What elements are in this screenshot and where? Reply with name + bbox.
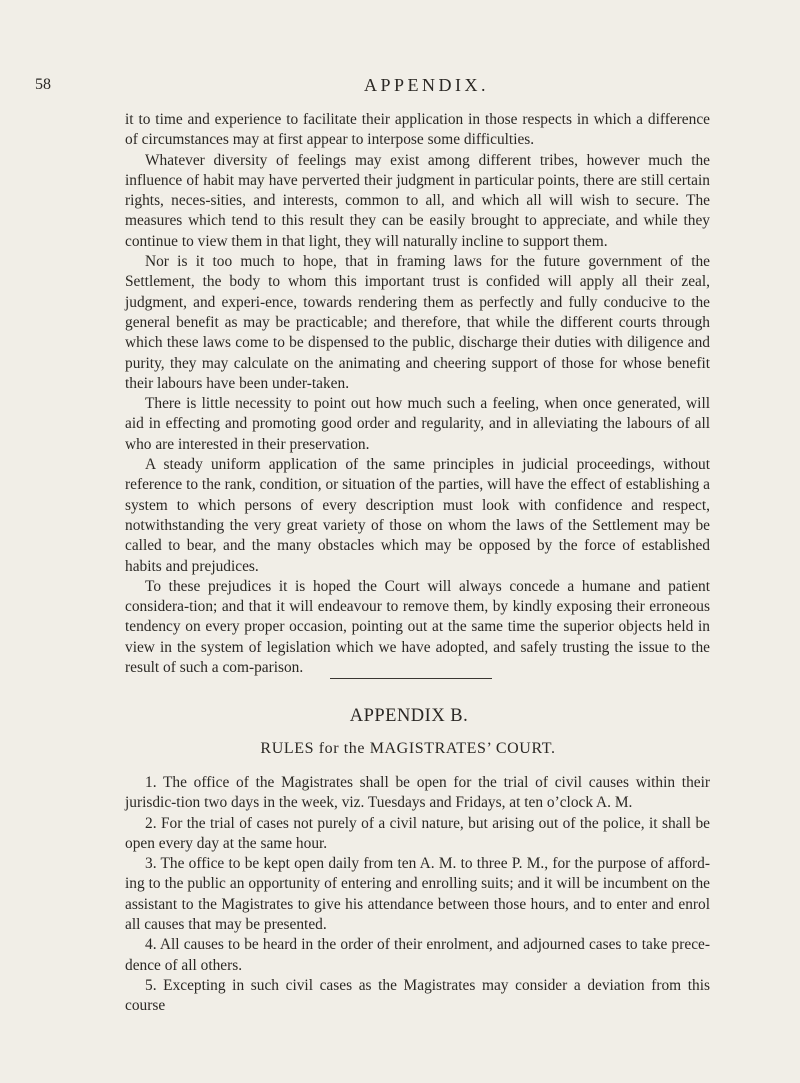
rules-title: RULES for the MAGISTRATES’ COURT. bbox=[260, 740, 556, 757]
rule-item: 1. The office of the Magistrates shall be open for the trial of civil causes within their jurisdic-tion two days in the week, viz. Tuesdays and Fridays, at ten o’clock A. M. bbox=[125, 774, 710, 812]
page-number: 58 bbox=[35, 76, 51, 93]
appendix-heading: APPENDIX B. bbox=[349, 706, 469, 726]
rules-list bbox=[125, 773, 710, 1017]
rule-item: 5. Excepting in such civil cases as the Magistrates may consider a deviation from this course bbox=[125, 976, 710, 1015]
paragraph: Nor is it too much to hope, that in framing laws for the future government of the Settlement, the body to whom this important trust is confided will apply all their zeal, judgment, and experi-ence, towards rendering them as perfectly and fully conducive to the general benefit as may be practicable; and therefore, that while the different courts through which these laws come to be dispensed to the public, discharge their duties with diligence and purity, they may calculate on the animating and cheering support of those for whose benefit their labours have been under-taken. bbox=[125, 253, 710, 392]
running-head bbox=[0, 76, 800, 100]
section-divider bbox=[330, 678, 492, 679]
body-text bbox=[125, 110, 710, 678]
paragraph: A steady uniform application of the same principles in judicial proceedings, without reference to the rank, condition, or situation of the parties, will have the effect of establishing a system to which persons of every description must look with confidence and respect, notwithstanding the very great variety of those on whom the laws of the Settlement may be called to bear, and the many obstacles which may be opposed by the force of established habits and prejudices. bbox=[125, 456, 710, 575]
paragraph: There is little necessity to point out how much such a feeling, when once generated, will aid in effecting and promoting good order and regularity, and in alleviating the labours of all who are interested in their preservation. bbox=[125, 395, 710, 453]
rule-item: 2. For the trial of cases not purely of a civil nature, but arising out of the police, it shall be open every day at the same hour. bbox=[125, 814, 710, 852]
paragraph: it to time and experience to facilitate their application in those respects in which a difference of circumstances may at first appear to interpose some difficulties. bbox=[125, 111, 710, 149]
rule-item: 3. The office to be kept open daily from ten A. M. to three P. M., for the purpose of afford-ing to the public an opportunity of entering and enrolling suits; and it will be incumbent on the assistant to the Magistrates to give his attendance between those hours, and to enter and enrol all causes that may be presented. bbox=[125, 855, 710, 934]
rule-item: 4. All causes to be heard in the order of their enrolment, and adjourned cases to take prece-dence of all others. bbox=[125, 936, 710, 974]
running-title: APPENDIX. bbox=[364, 75, 490, 95]
paragraph: To these prejudices it is hoped the Court will always concede a humane and patient considera-tion; and that it will endeavour to remove them, by kindly exposing their erroneous tendency on every proper occasion, pointing out at the same time the superior objects held in view in the system of legislation which we have adopted, and safely trusting the issue to the result of such a com-parison. bbox=[125, 577, 710, 677]
paragraph: Whatever diversity of feelings may exist among different tribes, however much the influence of habit may have perverted their judgment in particular points, there are still certain rights, neces-sities, and interests, common to all, and which all will wish to secure. The measures which tend to this result they can be easily brought to appreciate, and while they continue to view them in that light, they will naturally incline to support them. bbox=[125, 151, 710, 250]
